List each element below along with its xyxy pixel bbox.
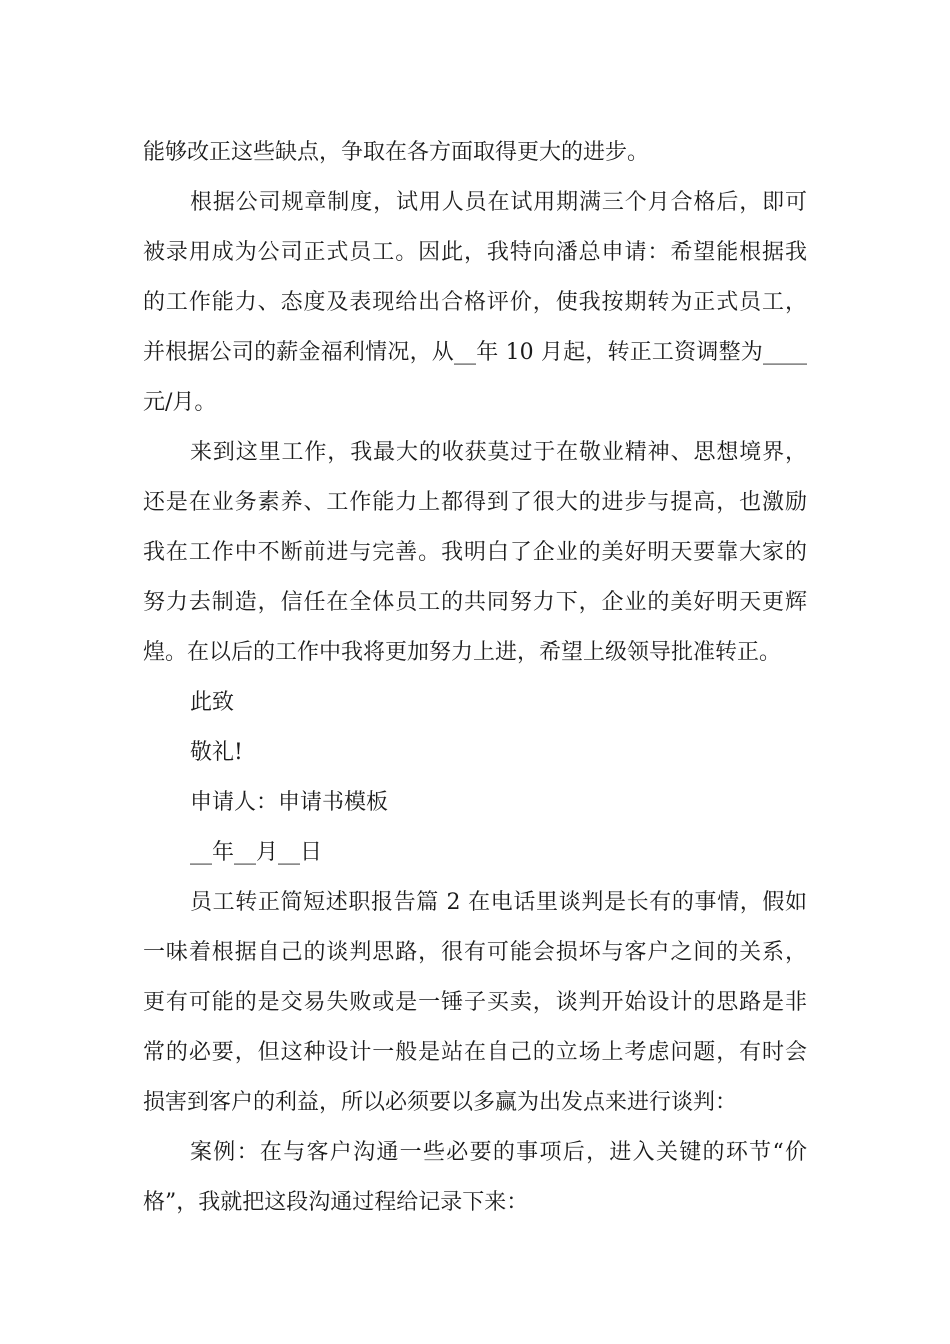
text-line: 煌。在以后的工作中我将更加努力上进，希望上级领导批准转正。 — [143, 640, 782, 665]
document-body — [143, 128, 807, 1228]
date-line: __年__月__日 — [190, 840, 323, 865]
text-line: 的工作能力、态度及表现给出合格评价，使我按期转为正式员工， — [143, 290, 807, 315]
text-line: 更有可能的是交易失败或是一锤子买卖，谈判开始设计的思路是非 — [143, 990, 807, 1015]
text-line: 格”，我就把这段沟通过程给记录下来： — [143, 1190, 529, 1215]
text-line: 元/月。 — [143, 390, 217, 415]
text-line: 常的必要，但这种设计一般是站在自己的立场上考虑问题，有时会 — [143, 1040, 807, 1065]
text-line: 还是在业务素养、工作能力上都得到了很大的进步与提高，也激励 — [143, 490, 807, 515]
salutation: 此致 — [190, 690, 235, 715]
paragraph-first-line: 来到这里工作，我最大的收获莫过于在敬业精神、思想境界， — [190, 440, 807, 465]
paragraph-first-line: 根据公司规章制度，试用人员在试用期满三个月合格后，即可 — [190, 190, 807, 215]
text-line: 被录用成为公司正式员工。因此，我特向潘总申请：希望能根据我 — [143, 240, 807, 265]
text-line: 一味着根据自己的谈判思路，很有可能会损坏与客户之间的关系， — [143, 940, 807, 965]
text-line: 损害到客户的利益，所以必须要以多赢为出发点来进行谈判： — [143, 1090, 738, 1115]
paragraph-first-line: 案例：在与客户沟通一些必要的事项后，进入关键的环节“价 — [190, 1140, 807, 1165]
text-line: 我在工作中不断前进与完善。我明白了企业的美好明天要靠大家的 — [143, 540, 807, 565]
text-line: 努力去制造，信任在全体员工的共同努力下，企业的美好明天更辉 — [143, 590, 807, 615]
text-line: 并根据公司的薪金福利情况，从__年 10 月起，转正工资调整为____ — [143, 340, 807, 365]
closing: 敬礼! — [190, 740, 243, 765]
applicant-signature: 申请人：申请书模板 — [190, 790, 389, 815]
text-line: 能够改正这些缺点，争取在各方面取得更大的进步。 — [143, 140, 650, 165]
paragraph-first-line: 员工转正简短述职报告篇 2 在电话里谈判是长有的事情，假如 — [190, 890, 807, 915]
